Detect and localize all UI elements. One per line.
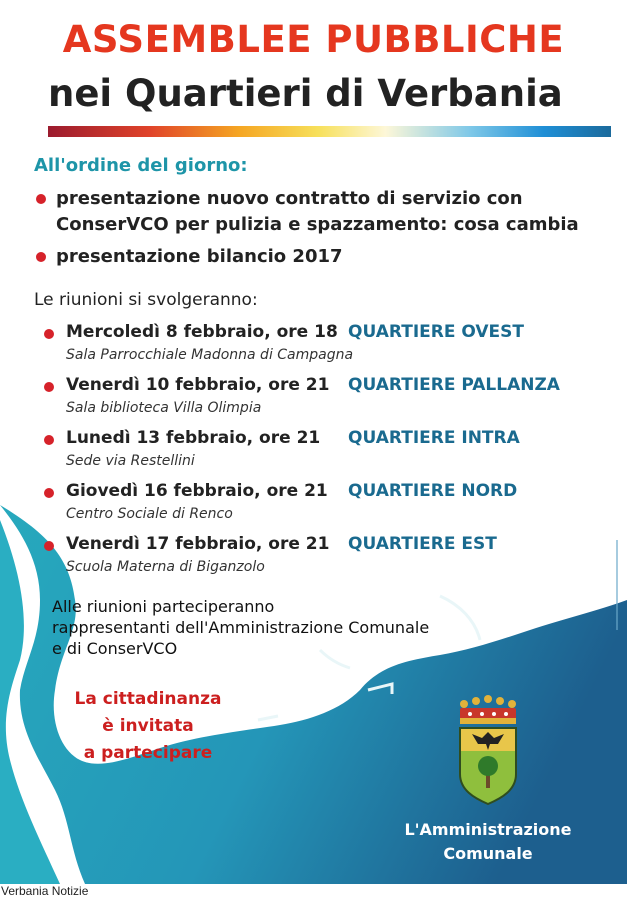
meeting-datetime: Lunedì 13 febbraio, ore 21: [66, 428, 321, 448]
bullet-icon: [44, 541, 54, 551]
invitation-line: La cittadinanza: [74, 689, 222, 709]
admin-line: L'Amministrazione: [404, 820, 572, 839]
meeting-venue: Centro Sociale di Renco: [66, 506, 233, 522]
meeting-district: QUARTIERE OVEST: [348, 322, 524, 342]
verbania-coat-of-arms-icon: [452, 694, 524, 806]
participants-line: e di ConserVCO: [52, 639, 178, 658]
page-subtitle: nei Quartieri di Verbania: [48, 72, 563, 115]
vertical-print-note: [614, 540, 620, 630]
invitation-text: [38, 686, 258, 767]
meeting-district: QUARTIERE PALLANZA: [348, 375, 560, 395]
meeting-district: QUARTIERE INTRA: [348, 428, 520, 448]
source-credit: Verbania Notizie: [1, 884, 89, 898]
participants-line: Alle riunioni parteciperanno: [52, 597, 275, 616]
meeting-venue: Sede via Restellini: [66, 453, 195, 469]
meeting-datetime: Mercoledì 8 febbraio, ore 18: [66, 322, 338, 342]
bullet-icon: [36, 194, 46, 204]
bullet-icon: [36, 252, 46, 262]
participants-line: rappresentanti dell'Amministrazione Comunale: [52, 618, 430, 637]
page-title: ASSEMBLEE PUBBLICHE: [62, 18, 565, 61]
invitation-line: a partecipare: [83, 743, 213, 763]
agenda-item-line: ConserVCO per pulizia e spazzamento: cosa cambia: [56, 214, 579, 235]
bullet-icon: [44, 382, 54, 392]
meeting-venue: Sala biblioteca Villa Olimpia: [66, 400, 262, 416]
bullet-icon: [44, 488, 54, 498]
meeting-venue: Scuola Materna di Biganzolo: [66, 559, 265, 575]
participants-note: [52, 596, 429, 659]
meeting-district: QUARTIERE EST: [348, 534, 497, 554]
meeting-datetime: Venerdì 17 febbraio, ore 21: [66, 534, 330, 554]
admin-line: Comunale: [443, 844, 533, 863]
bullet-icon: [44, 329, 54, 339]
meeting-datetime: Venerdì 10 febbraio, ore 21: [66, 375, 330, 395]
invitation-line: è invitata: [102, 716, 194, 736]
agenda-heading: All'ordine del giorno:: [34, 155, 248, 176]
meeting-venue: Sala Parrocchiale Madonna di Campagna: [66, 347, 354, 363]
bullet-icon: [44, 435, 54, 445]
agenda-item-line: presentazione bilancio 2017: [56, 246, 343, 267]
rainbow-divider: [48, 126, 611, 137]
meeting-district: QUARTIERE NORD: [348, 481, 518, 501]
agenda-item-line: presentazione nuovo contratto di servizio con: [56, 188, 523, 209]
administration-signature: [388, 818, 588, 866]
meeting-datetime: Giovedì 16 febbraio, ore 21: [66, 481, 328, 501]
meetings-intro: Le riunioni si svolgeranno:: [34, 290, 258, 310]
agenda-item: [56, 186, 579, 238]
agenda-item: [56, 244, 343, 270]
